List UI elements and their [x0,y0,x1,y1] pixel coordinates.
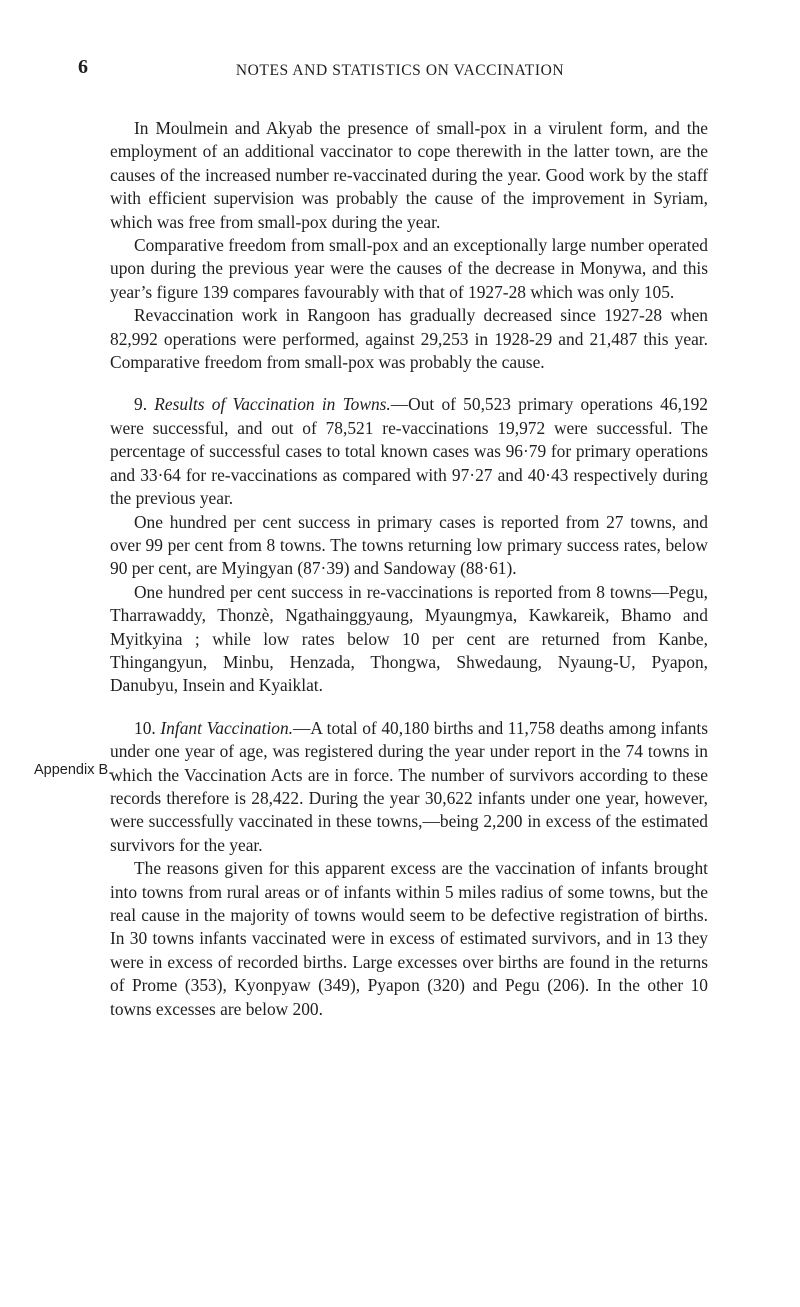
paragraph-primary-success: One hundred per cent success in primary cases is reported from 27 towns, and over 99 per cent from 8 towns. The towns returning low primary success rates, below 90 per cent, are Myingyan (87·39) and Sandoway (88·61). [110,511,708,579]
section-9-paragraph [110,393,708,510]
section-9-number: 9. [134,394,148,415]
body-text [110,117,708,1021]
section-10-number: 10. [134,717,156,738]
section-10-heading: Infant Vaccination. [160,717,294,738]
paragraph-excess-reasons: The reasons given for this apparent excess are the vaccination of infants brought into towns from rural areas or of infants within 5 miles radius of some towns, but the real cause in the majority of towns would seem to be defective registration of births. In 30 towns infants vaccinated were in excess of estimated survivors, and in 13 they were in excess of recorded births. Large excesses over births are found in the returns of Prome (353), Kyonpyaw (349), Pyapon (320) and Pegu (206). In the other 10 towns excesses are below 200. [110,858,708,1019]
paragraph-revaccination-success: One hundred per cent success in re-vaccinations is reported from 8 towns—Pegu, Tharrawaddy, Thonzè, Ngathainggyaung, Myaungmya, Kawkareik, Bhamo and Myitkyina ; while low rates below 10 per cent are returned from Kanbe, Thingangyun, Minbu, Henzada, Thongwa, Shwedaung, Nyaung-U, Pyapon, Danubyu, Insein and Kyaiklat. [110,581,708,696]
running-title: NOTES AND STATISTICS ON VACCINATION [235,62,565,79]
paragraph-moulmein-akyab: In Moulmein and Akyab the presence of small-pox in a virulent form, and the employment of an additional vaccinator to cope therewith in the latter town, are the causes of the increased number re-vaccinated during the year. Good work by the staff with efficient supervision was probably the cause of the improvement in Syriam, which was free from small-pox during the year. [110,118,708,232]
margin-note-appendix: Appendix B. [34,762,113,778]
section-10-paragraph [110,717,708,857]
section-10-text: —A total of 40,180 births and 11,758 deaths among infants under one year of age, was registered during the year under report in the 74 towns in which the Vaccination Acts are in force. The number of survivors according to these records therefore is 28,422. During the year 30,622 infants under one year, however, were successfully vaccinated in these towns,—being 2,200 in excess of the estimated survivors for the year. [110,717,708,855]
page-number: 6 [78,56,88,78]
section-9-heading: Results of Vaccination in Towns. [154,394,391,415]
paragraph-rangoon: Revaccination work in Rangoon has gradually decreased since 1927-28 when 82,992 operations were performed, against 29,253 in 1928-29 and 21,487 this year. Comparative freedom from small-pox was probably the cause. [110,305,708,373]
paragraph-monywa: Comparative freedom from small-pox and an exceptionally large number operated upon during the previous year were the causes of the decrease in Monywa, and this year’s figure 139 compares favourably with that of 1927-28 which was only 105. [110,235,708,302]
section-9-text: —Out of 50,523 primary operations 46,192 were successful, and out of 78,521 re-vaccinations 19,972 were successful. The percentage of successful cases to total known cases was 96·79 for primary operations and 33·64 for re-vaccinations as compared with 97·27 and 40·43 respectively during the previous year. [110,394,708,509]
